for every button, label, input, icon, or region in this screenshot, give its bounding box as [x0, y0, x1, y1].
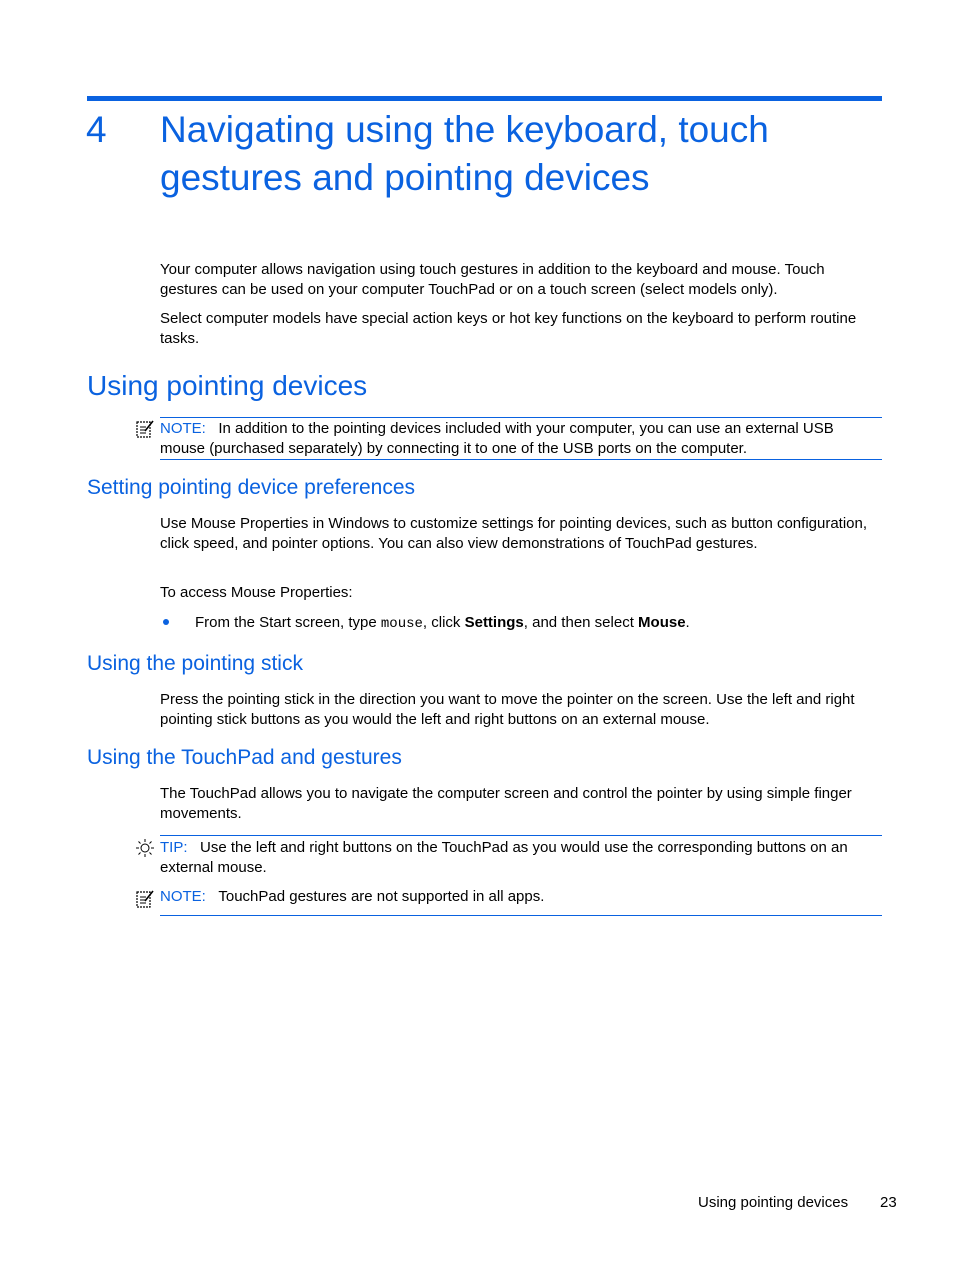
bullet-icon	[163, 619, 169, 625]
prefs-paragraph-2: To access Mouse Properties:	[160, 584, 353, 601]
note2-label: NOTE:	[160, 888, 206, 905]
footer-section: Using pointing devices	[698, 1194, 849, 1211]
section-title: Using pointing devices	[87, 370, 368, 401]
tip-paragraph	[160, 838, 882, 877]
tip-rule-top	[160, 835, 882, 836]
prefs-title: Setting pointing device preferences	[87, 476, 416, 499]
prefs-paragraph-1: Use Mouse Properties in Windows to customize settings for pointing devices, such as button configuration, click speed, and pointer options. You can also view demonstrations of TouchPad gestures.	[160, 515, 868, 552]
intro-paragraph-1: Your computer allows navigation using touch gestures in addition to the keyboard and mouse. Touch gestures can be used on your computer TouchPad or on a touch screen (select models only).	[160, 261, 825, 298]
code-mouse: mouse	[380, 616, 423, 632]
mouse-term: Mouse	[638, 614, 686, 631]
note-rule-bottom	[160, 459, 882, 460]
page-number: 23	[880, 1194, 897, 1211]
note-text: In addition to the pointing devices included with your computer, you can use an external USB mouse (purchased separately) by connecting it to one of the USB ports on the computer.	[160, 420, 834, 457]
note-icon	[135, 889, 155, 909]
settings-term: Settings	[464, 614, 524, 631]
stick-paragraph: Press the pointing stick in the direction you want to move the pointer on the screen. Use the left and right pointing stick buttons as you would the left and right buttons on an external mouse.	[160, 691, 855, 728]
tip-text: Use the left and right buttons on the TouchPad as you would use the corresponding buttons on an external mouse.	[160, 839, 848, 876]
stick-title: Using the pointing stick	[87, 652, 303, 675]
intro-paragraph-2: Select computer models have special action keys or hot key functions on the keyboard to perform routine tasks.	[160, 310, 857, 347]
chapter-number: 4	[86, 109, 107, 150]
note2-paragraph	[160, 887, 882, 907]
note-paragraph	[160, 419, 882, 458]
note2-text: TouchPad gestures are not supported in all apps.	[218, 888, 545, 905]
tip-label: TIP:	[160, 839, 188, 856]
lightbulb-icon	[135, 838, 155, 858]
note2-rule-bottom	[160, 915, 882, 916]
prefs-bullet-item: From the Start screen, type mouse, click Settings, and then select Mouse.	[195, 614, 690, 632]
chapter-title: Navigating using the keyboard, touch gestures and pointing devices	[160, 109, 769, 198]
touchpad-title: Using the TouchPad and gestures	[87, 746, 402, 769]
note-rule-top	[160, 417, 882, 418]
chapter-rule	[87, 96, 882, 101]
note-icon	[135, 419, 155, 439]
note-label: NOTE:	[160, 420, 206, 437]
touchpad-paragraph: The TouchPad allows you to navigate the computer screen and control the pointer by using simple finger movements.	[160, 785, 852, 822]
